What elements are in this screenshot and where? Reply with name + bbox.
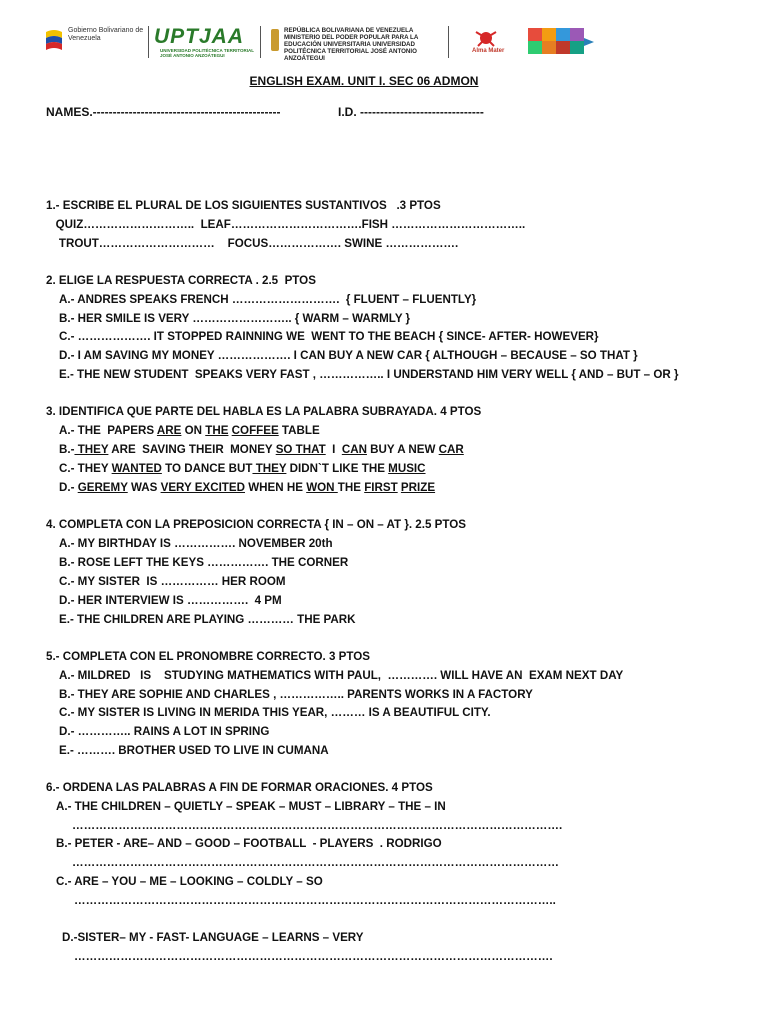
q6-heading: 6.- ORDENA LAS PALABRAS A FIN DE FORMAR ORACIONES. 4 PTOS [46,781,433,794]
text: B.- [59,443,75,456]
uptjaa-mark: UPTJAA [154,25,245,48]
q5-item-d: D.- ………….. RAINS A LOT IN SPRING [59,725,270,738]
q3-heading: 3. IDENTIFICA QUE PARTE DEL HABLA ES LA PALABRA SUBRAYADA. 4 PTOS [46,405,482,418]
q3-item-b [59,442,464,457]
q5-item-a: A.- MILDRED IS STUDYING MATHEMATICS WITH PAUL, …………. WILL HAVE AN EXAM NEXT DAY [59,669,624,682]
underlined-word: WANTED [111,462,162,475]
alma-mater-star-icon [458,28,514,50]
divider [148,26,149,58]
underlined-word: WON [306,481,338,494]
q5-item-e: E.- ………. BROTHER USED TO LIVE IN CUMANA [59,744,329,757]
q2-item-b: B.- HER SMILE IS VERY …………………….. { WARM – WARMLY } [59,312,411,325]
q2-item-c: C.- ………………. IT STOPPED RAINNING WE WENT TO THE BEACH { SINCE- AFTER- HOWEVER} [59,330,599,343]
underlined-word: ARE [156,424,182,437]
q2-item-e: E.- THE NEW STUDENT SPEAKS VERY FAST , …………….. I UNDERSTAND HIM VERY WELL { AND – BUT – OR } [59,368,679,381]
underlined-word: COFFEE [231,424,279,437]
underlined-word: CAR [438,443,464,456]
divider [448,26,449,58]
underlined-word: VERY EXCITED [160,481,245,494]
republica-text-block [270,27,440,62]
q6-answer-line-a: ………………………………………………………………………………………………………………. [72,819,563,832]
underlined-word: THEY [74,443,109,456]
q2-heading: 2. ELIGE LA RESPUESTA CORRECTA . 2.5 PTOS [46,274,316,287]
q2-item-d: D.- I AM SAVING MY MONEY ………………. I CAN BUY A NEW CAR { ALTHOUGH – BECAUSE – SO THAT } [59,349,638,362]
header-logos [44,22,604,60]
underlined-word: PRIZE [400,481,436,494]
q6-item-c: C.- ARE – YOU – ME – LOOKING – COLDLY – SO [56,875,323,888]
q4-item-b: B.- ROSE LEFT THE KEYS ……………. THE CORNER [59,556,349,569]
uptjaa-subtitle: UNIVERSIDAD POLITÉCNICA TERRITORIAL JOSÉ ANTONIO ANZOÁTEGUI [160,48,254,58]
alma-mater-label: Alma Mater [472,48,505,54]
underlined-word: THEY [252,462,287,475]
exam-title: ENGLISH EXAM. UNIT I. SEC 06 ADMON [249,74,479,88]
q2-item-a: A.- ANDRES SPEAKS FRENCH ………………………. { FLUENT – FLUENTLY} [59,293,477,306]
underlined-word: CAN [341,443,367,456]
q3-item-c [59,461,426,476]
alma-mater-logo [458,28,514,56]
q4-item-e: E.- THE CHILDREN ARE PLAYING ………… THE PARK [59,613,356,626]
text: I [325,443,342,456]
gob-logo-text: Gobierno Bolivariano de Venezuela [68,27,144,42]
q6-item-b: B.- PETER - ARE– AND – GOOD – FOOTBALL - PLAYERS . RODRIGO [56,837,442,850]
text: BUY A NEW [366,443,439,456]
text: A.- THE PAPERS [59,424,157,437]
mosaic-icon [528,28,594,54]
q4-item-c: C.- MY SISTER IS …………… HER ROOM [59,575,286,588]
republica-text: REPÚBLICA BOLIVARIANA DE VENEZUELA MINISTERIO DEL PODER POPULAR PARA LA EDUCACIÓN UNIVERSITARIA UNIVERSIDAD POLITÉCNICA TERRITORIAL JOSÉ ANTONIO ANZOÁTEGUI [284,27,419,62]
underlined-word: SO THAT [275,443,326,456]
q5-item-b: B.- THEY ARE SOPHIE AND CHARLES , …………….. PARENTS WORKS IN A FACTORY [59,688,533,701]
uptjaa-logo [154,26,254,58]
text: WHEN HE [245,481,307,494]
id-field: I.D. ------------------------------- [338,105,484,119]
q4-heading: 4. COMPLETA CON LA PREPOSICION CORRECTA { IN – ON – AT }. 2.5 PTOS [46,518,467,531]
names-field: NAMES.----------------------------------------------- [46,105,281,119]
q3-item-a [59,423,320,438]
q4-item-d: D.- HER INTERVIEW IS ……………. 4 PM [59,594,282,607]
underlined-word: GEREMY [77,481,128,494]
text: ARE SAVING THEIR MONEY [108,443,276,456]
text: D.- [59,481,78,494]
gobierno-bolivariano-logo [44,26,144,56]
text: ON [181,424,206,437]
coat-of-arms-icon [270,27,280,53]
q5-item-c: C.- MY SISTER IS LIVING IN MERIDA THIS YEAR, ……… IS A BEAUTIFUL CITY. [59,706,491,719]
q6-item-a: A.- THE CHILDREN – QUIETLY – SPEAK – MUST – LIBRARY – THE – IN [56,800,446,813]
q1-line-1: QUIZ……………………….. LEAF…………………………….FISH …………………………….. [46,218,526,231]
q6-item-d: D.-SISTER– MY - FAST- LANGUAGE – LEARNS – VERY [62,931,364,944]
text: C.- THEY [59,462,112,475]
q5-heading: 5.- COMPLETA CON EL PRONOMBRE CORRECTO. 3 PTOS [46,650,371,663]
underlined-word: THE [205,424,229,437]
text: DIDN`T LIKE THE [286,462,389,475]
q6-answer-line-c: …………………………………………………………………………………………………………….. [74,894,556,907]
underlined-word: FIRST [364,481,398,494]
q3-item-d [59,480,435,495]
q6-answer-line-d: ……………………………………………………………………………………………………………. [74,950,553,963]
text: THE [337,481,365,494]
artwork-logo [528,28,594,54]
q6-answer-line-b: ……………………………………………………………………………………………………………… [72,856,559,869]
venezuela-flag-icon [44,28,64,54]
underlined-word: MUSIC [388,462,426,475]
q4-item-a: A.- MY BIRTHDAY IS ……………. NOVEMBER 20th [59,537,333,550]
text: TO DANCE BUT [161,462,253,475]
divider [260,26,261,58]
q1-heading: 1.- ESCRIBE EL PLURAL DE LOS SIGUIENTES SUSTANTIVOS .3 PTOS [46,199,441,212]
text: TABLE [278,424,320,437]
text: WAS [127,481,161,494]
q1-line-2: TROUT………………………… FOCUS………………. SWINE ………………. [46,237,459,250]
